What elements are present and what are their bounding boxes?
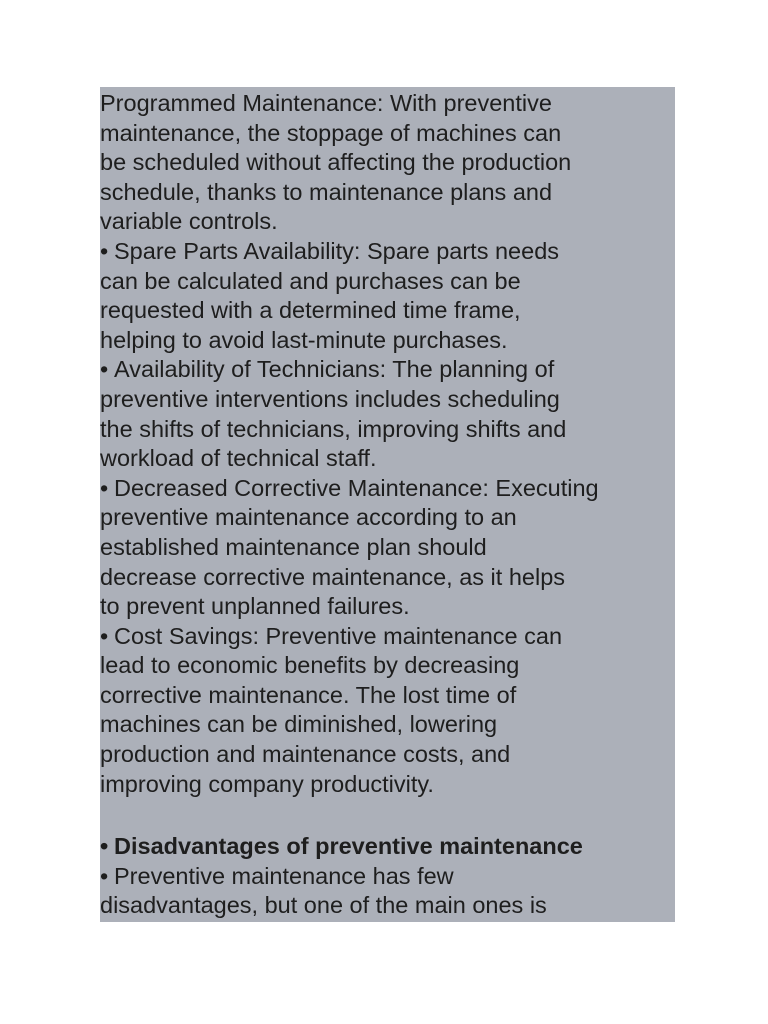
bullet-icon: • xyxy=(100,622,109,649)
text-line: Preventive maintenance has few xyxy=(114,862,454,889)
paragraph-spacer xyxy=(100,799,675,832)
text-line: variable controls. xyxy=(100,208,278,235)
bullet-icon: • xyxy=(100,356,109,383)
text-line: machines can be diminished, lowering xyxy=(100,711,498,738)
bullet-spare-parts xyxy=(100,237,675,355)
bullet-technicians xyxy=(100,355,675,473)
bullet-icon: • xyxy=(100,474,109,501)
bullet-icon: • xyxy=(100,237,109,264)
bullet-icon: • xyxy=(100,862,109,889)
text-line: can be calculated and purchases can be xyxy=(100,267,521,294)
text-line: established maintenance plan should xyxy=(100,533,487,560)
text-line: requested with a determined time frame, xyxy=(100,297,521,324)
text-line: Decreased Corrective Maintenance: Executing xyxy=(114,474,599,501)
text-line: be scheduled without affecting the production xyxy=(100,149,572,176)
text-line: Programmed Maintenance: With preventive xyxy=(100,90,552,116)
text-line: improving company productivity. xyxy=(100,770,434,797)
text-line: production and maintenance costs, and xyxy=(100,741,511,768)
text-line: corrective maintenance. The lost time of xyxy=(100,681,517,708)
text-line: preventive maintenance according to an xyxy=(100,504,517,531)
text-line: preventive interventions includes scheduling xyxy=(100,385,560,412)
text-line: schedule, thanks to maintenance plans and xyxy=(100,178,553,205)
document-panel xyxy=(100,87,675,922)
text-line: decrease corrective maintenance, as it helps xyxy=(100,563,566,590)
bullet-cost-savings xyxy=(100,622,675,800)
text-line: Spare Parts Availability: Spare parts needs xyxy=(114,237,560,264)
text-line: maintenance, the stoppage of machines can xyxy=(100,119,562,146)
bullet-icon: • xyxy=(100,833,109,860)
text-line: Cost Savings: Preventive maintenance can xyxy=(114,622,563,649)
heading-disadvantages xyxy=(100,832,675,862)
heading-text: Disadvantages of preventive maintenance xyxy=(114,833,583,860)
text-line: helping to avoid last-minute purchases. xyxy=(100,326,508,353)
text-line: the shifts of technicians, improving shifts and xyxy=(100,415,567,442)
bullet-few-disadvantages xyxy=(100,862,675,921)
paragraph-programmed-maintenance xyxy=(100,87,675,237)
text-line: Availability of Technicians: The planning of xyxy=(114,356,555,383)
text-line: workload of technical staff. xyxy=(100,445,377,472)
text-line: disadvantages, but one of the main ones is xyxy=(100,892,547,919)
bullet-corrective-maintenance xyxy=(100,474,675,622)
text-line: to prevent unplanned failures. xyxy=(100,593,410,620)
text-line: lead to economic benefits by decreasing xyxy=(100,652,520,679)
